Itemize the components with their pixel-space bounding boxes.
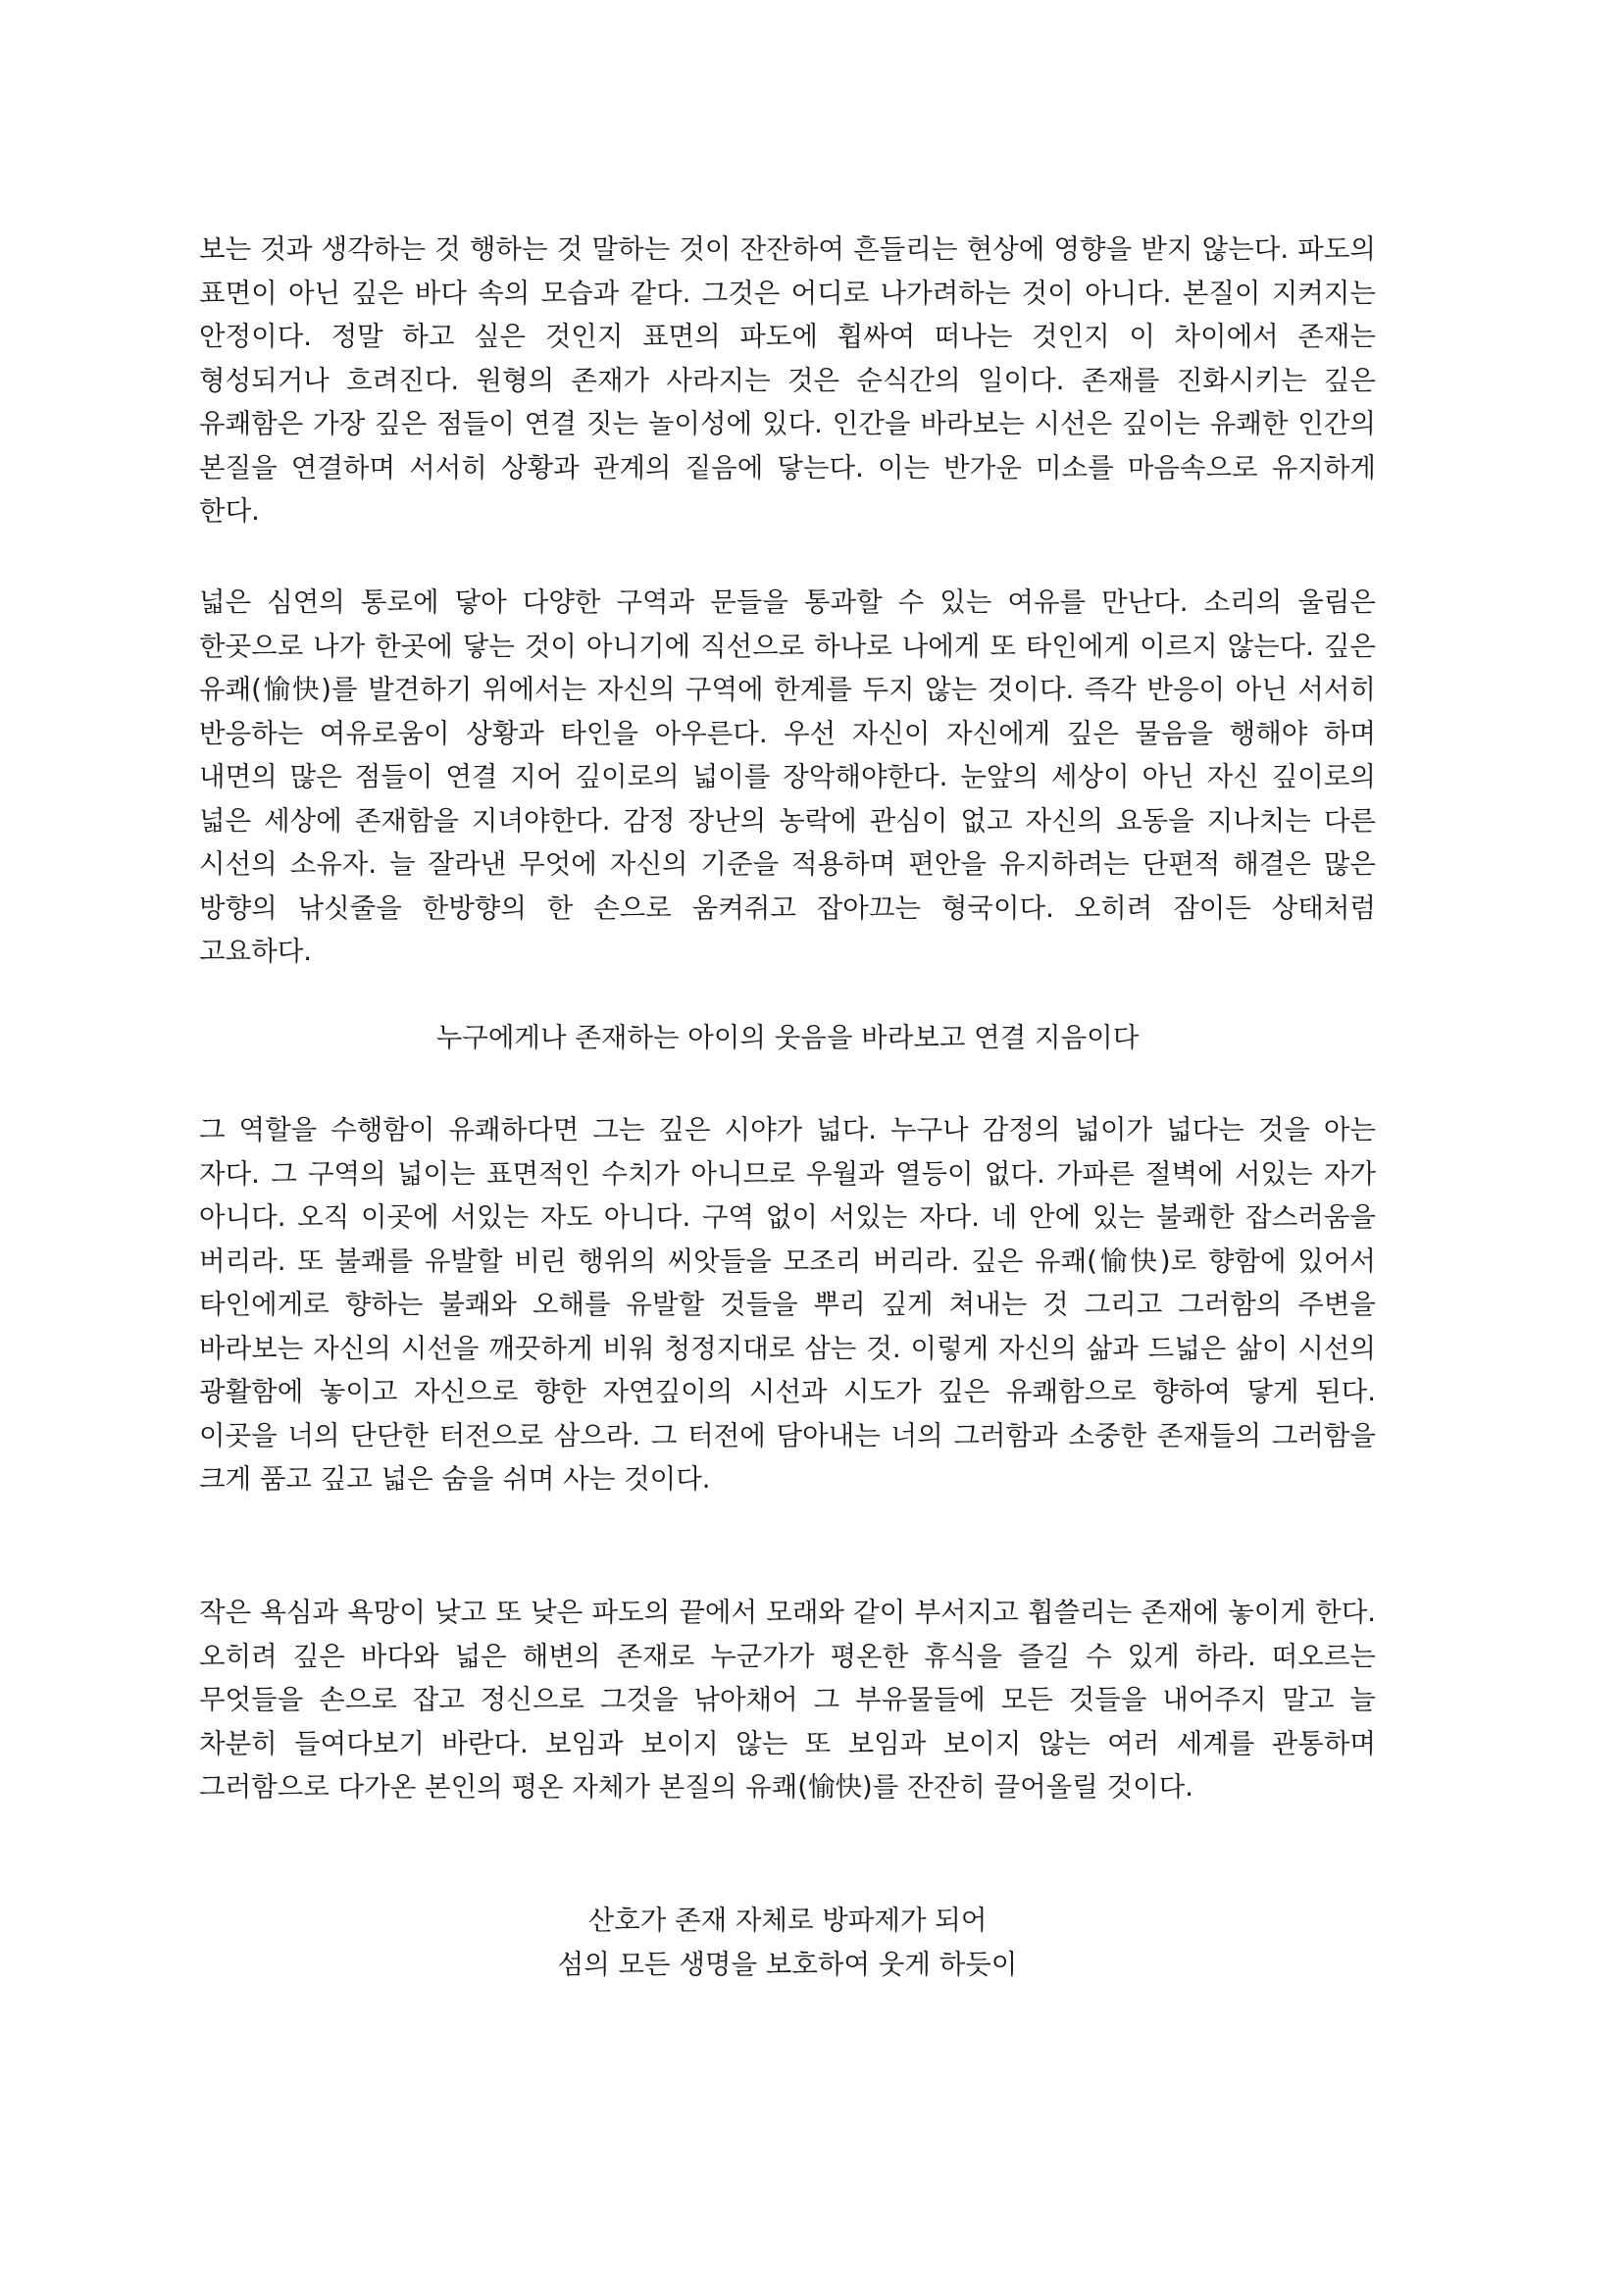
paragraph-1: 보는 것과 생각하는 것 행하는 것 말하는 것이 잔잔하여 흔들리는 현상에 영향을 받지 않는다. 파도의 표면이 아닌 깊은 바다 속의 모습과 같다. 그것은 어디로 나가려하는 것이 아니다. 본질이 지켜지는 안정이다. 정말 하고 싶은 것인지 표면의 파도에 휩싸여 떠나는 것인지 이 차이에서 존재는 형성되거나 흐려진다. 원형의 존재가 사라지는 것은 순식간의 일이다. 존재를 진화시키는 깊은 유쾌함은 가장 깊은 점들이 연결 짓는 놀이성에 있다. 인간을 바라보는 시선은 깊이는 유쾌한 인간의 본질을 연결하며 서서히 상황과 관계의 짙음에 닿는다. 이는 반가운 미소를 마음속으로 유지하게 한다.	[199, 233, 1376, 527]
closing-line-2: 섬의 모든 생명을 보호하여 웃게 하듯이	[557, 1949, 1018, 1980]
centered-quote: 누구에게나 존재하는 아이의 웃음을 바라보고 연결 지음이다	[435, 1022, 1140, 1053]
closing-line-1: 산호가 존재 자체로 방파제가 되어	[587, 1905, 988, 1936]
paragraph-3: 그 역할을 수행함이 유쾌하다면 그는 깊은 시야가 넓다. 누구나 감정의 넓이가 넓다는 것을 아는 자다. 그 구역의 넓이는 표면적인 수치가 아니므로 우월과 열등이 없다. 가파른 절벽에 서있는 자가 아니다. 오직 이곳에 서있는 자도 아니다. 구역 없이 서있는 자다. 네 안에 있는 불쾌한 잡스러움을 버리라. 또 불쾌를 유발할 비린 행위의 씨앗들을 모조리 버리라. 깊은 유쾌(愉快)로 향함에 있어서 타인에게로 향하는 불쾌와 오해를 유발할 것들을 뿌리 깊게 쳐내는 것 그리고 그러함의 주변을 바라보는 자신의 시선을 깨끗하게 비워 청정지대로 삼는 것. 이렇게 자신의 삶과 드넓은 삶이 시선의 광활함에 놓이고 자신으로 향한 자연깊이의 시선과 시도가 깊은 유쾌함으로 향하여 닿게 된다. 이곳을 너의 단단한 터전으로 삼으라. 그 터전에 담아내는 너의 그러함과 소중한 존재들의 그러함을 크게 품고 깊고 넓은 숨을 쉬며 사는 것이다.	[199, 1114, 1376, 1495]
paragraph-4: 작은 욕심과 욕망이 낮고 또 낮은 파도의 끝에서 모래와 같이 부서지고 휩쓸리는 존재에 놓이게 한다. 오히려 깊은 바다와 넓은 해변의 존재로 누군가가 평온한 휴식을 즐길 수 있게 하라. 떠오르는 무엇들을 손으로 잡고 정신으로 그것을 낚아채어 그 부유물들에 모든 것들을 내어주지 말고 늘 차분히 들여다보기 바란다. 보임과 보이지 않는 또 보임과 보이지 않는 여러 세계를 관통하며 그러함으로 다가온 본인의 평온 자체가 본질의 유쾌(愉快)를 잔잔히 끌어올릴 것이다.	[199, 1597, 1376, 1803]
paragraph-2: 넓은 심연의 통로에 닿아 다양한 구역과 문들을 통과할 수 있는 여유를 만난다. 소리의 울림은 한곳으로 나가 한곳에 닿는 것이 아니기에 직선으로 하나로 나에게 또 타인에게 이르지 않는다. 깊은 유쾌(愉快)를 발견하기 위에서는 자신의 구역에 한계를 두지 않는 것이다. 즉각 반응이 아닌 서서히 반응하는 여유로움이 상황과 타인을 아우른다. 우선 자신이 자신에게 깊은 물음을 행해야 하며 내면의 많은 점들이 연결 지어 깊이로의 넓이를 장악해야한다. 눈앞의 세상이 아닌 자신 깊이로의 넓은 세상에 존재함을 지녀야한다. 감정 장난의 농락에 관심이 없고 자신의 요동을 지나치는 다른 시선의 소유자. 늘 잘라낸 무엇에 자신의 기준을 적용하며 편안을 유지하려는 단편적 해결은 많은 방향의 낚싯줄을 한방향의 한 손으로 움켜쥐고 잡아끄는 형국이다. 오히려 잠이든 상태처럼 고요하다.	[199, 586, 1376, 967]
